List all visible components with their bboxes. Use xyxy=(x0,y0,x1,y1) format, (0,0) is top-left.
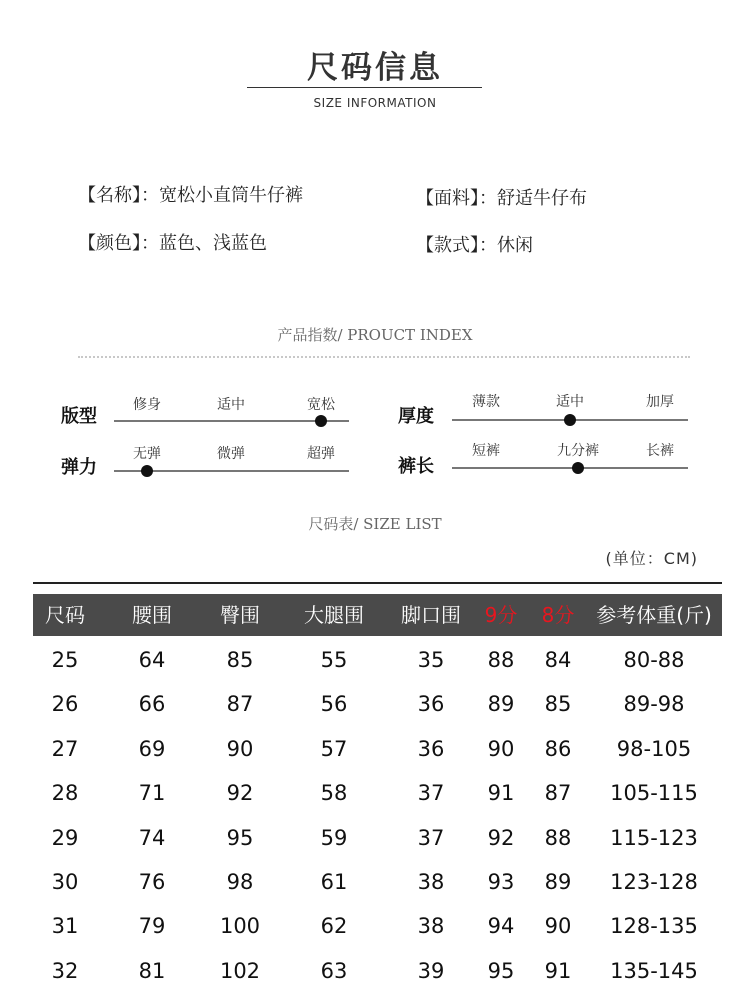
table-header-cell: 9分 xyxy=(484,603,518,627)
table-cell: 90 xyxy=(544,914,572,939)
info-style xyxy=(416,231,533,257)
table-cell: 59 xyxy=(320,825,348,850)
index-option-fit-2: 宽松 xyxy=(307,397,335,413)
table-cell: 100 xyxy=(219,914,261,939)
info-name-label: 【名称】 xyxy=(78,185,141,206)
table-cell: 89 xyxy=(487,692,515,717)
table-cell: 86 xyxy=(544,736,572,761)
table-cell: 89 xyxy=(544,870,572,894)
table-cell: 61 xyxy=(320,870,348,894)
table-cell: 98-105 xyxy=(616,736,692,761)
info-color-label: 【颜色】 xyxy=(78,233,141,254)
index-label-fit: 版型 xyxy=(61,406,97,427)
table-header-cell: 尺码 xyxy=(45,603,85,627)
table-cell: 76 xyxy=(138,870,166,894)
table-cell: 74 xyxy=(138,825,166,850)
table-cell: 92 xyxy=(226,781,254,806)
info-fabric-value: ：舒适牛仔布 xyxy=(479,188,587,209)
index-option-thickness-2: 加厚 xyxy=(646,394,674,410)
index-option-stretch-0: 无弹 xyxy=(133,446,161,462)
table-cell: 89-98 xyxy=(623,692,685,717)
table-cell: 88 xyxy=(487,648,515,672)
title-divider xyxy=(247,87,482,88)
table-cell: 93 xyxy=(487,870,515,894)
table-cell: 91 xyxy=(544,958,572,983)
info-fabric-label: 【面料】 xyxy=(416,188,479,209)
table-cell: 85 xyxy=(226,648,254,672)
index-label-thickness: 厚度 xyxy=(398,406,434,427)
table-cell: 30 xyxy=(51,870,79,894)
table-cell: 95 xyxy=(487,958,515,983)
table-row xyxy=(0,904,750,948)
index-label-length: 裤长 xyxy=(398,456,434,477)
index-option-fit-0: 修身 xyxy=(133,397,161,413)
table-cell: 57 xyxy=(320,736,348,761)
table-header-cell: 8分 xyxy=(541,603,575,627)
index-marker-fit xyxy=(315,415,327,427)
table-header-cell: 腰围 xyxy=(132,603,172,627)
table-header-cell: 大腿围 xyxy=(304,603,364,627)
table-cell: 105-115 xyxy=(610,781,698,806)
table-cell: 115-123 xyxy=(610,825,698,850)
table-cell: 85 xyxy=(544,692,572,717)
index-option-length-1: 九分裤 xyxy=(557,443,599,459)
table-cell: 37 xyxy=(417,781,445,806)
table-row xyxy=(0,682,750,726)
table-cell: 71 xyxy=(138,781,166,806)
table-cell: 81 xyxy=(138,958,166,983)
table-cell: 95 xyxy=(226,825,254,850)
table-cell: 88 xyxy=(544,825,572,850)
product-index-heading: 产品指数/ PROUCT INDEX xyxy=(277,326,473,344)
table-cell: 123-128 xyxy=(610,870,698,894)
info-fabric xyxy=(416,184,587,210)
page-title: 尺码信息 xyxy=(307,50,443,86)
table-cell: 80-88 xyxy=(623,648,685,672)
table-cell: 55 xyxy=(320,648,348,672)
table-cell: 90 xyxy=(226,736,254,761)
table-cell: 56 xyxy=(320,692,348,717)
table-row xyxy=(0,949,750,993)
index-option-stretch-1: 微弹 xyxy=(217,446,245,462)
table-cell: 94 xyxy=(487,914,515,939)
table-top-rule xyxy=(33,582,722,584)
page-subtitle: SIZE INFORMATION xyxy=(313,96,437,110)
table-header-cell: 臀围 xyxy=(220,603,260,627)
unit-label: (单位：CM) xyxy=(605,549,698,568)
table-cell: 38 xyxy=(417,870,445,894)
table-cell: 36 xyxy=(417,736,445,761)
table-cell: 92 xyxy=(487,825,515,850)
info-name-value: ：宽松小直筒牛仔裤 xyxy=(141,185,303,206)
index-option-stretch-2: 超弹 xyxy=(307,446,335,462)
table-cell: 102 xyxy=(219,958,261,983)
table-cell: 29 xyxy=(51,825,79,850)
table-cell: 25 xyxy=(51,648,79,672)
index-option-fit-1: 适中 xyxy=(217,397,245,413)
table-cell: 39 xyxy=(417,958,445,983)
size-list-heading: 尺码表/ SIZE LIST xyxy=(308,515,442,533)
size-table-header xyxy=(33,594,722,636)
table-row xyxy=(0,860,750,904)
table-cell: 64 xyxy=(138,648,166,672)
table-cell: 69 xyxy=(138,736,166,761)
table-header-cell: 脚口围 xyxy=(401,603,461,627)
table-cell: 58 xyxy=(320,781,348,806)
index-option-length-0: 短裤 xyxy=(472,443,500,459)
table-cell: 90 xyxy=(487,736,515,761)
table-cell: 98 xyxy=(226,870,254,894)
table-cell: 38 xyxy=(417,914,445,939)
table-cell: 87 xyxy=(544,781,572,806)
table-cell: 84 xyxy=(544,648,572,672)
table-cell: 28 xyxy=(51,781,79,806)
table-cell: 26 xyxy=(51,692,79,717)
table-cell: 37 xyxy=(417,825,445,850)
index-scale-length xyxy=(452,467,688,469)
table-cell: 32 xyxy=(51,958,79,983)
info-color-value: ：蓝色、浅蓝色 xyxy=(141,233,267,254)
table-cell: 27 xyxy=(51,736,79,761)
table-cell: 36 xyxy=(417,692,445,717)
table-cell: 91 xyxy=(487,781,515,806)
table-row xyxy=(0,638,750,682)
table-row xyxy=(0,771,750,815)
index-label-stretch: 弹力 xyxy=(61,457,97,478)
index-option-length-2: 长裤 xyxy=(646,443,674,459)
index-marker-thickness xyxy=(564,414,576,426)
index-marker-length xyxy=(572,462,584,474)
info-style-value: ：休闲 xyxy=(479,235,533,256)
table-cell: 66 xyxy=(138,692,166,717)
table-cell: 63 xyxy=(320,958,348,983)
table-row xyxy=(0,816,750,860)
table-row xyxy=(0,727,750,771)
table-cell: 128-135 xyxy=(610,914,698,939)
info-style-label: 【款式】 xyxy=(416,235,479,256)
table-cell: 135-145 xyxy=(610,958,698,983)
table-cell: 87 xyxy=(226,692,254,717)
table-cell: 35 xyxy=(417,648,445,672)
index-option-thickness-1: 适中 xyxy=(556,394,584,410)
info-color xyxy=(78,229,267,255)
index-option-thickness-0: 薄款 xyxy=(472,394,500,410)
table-cell: 62 xyxy=(320,914,348,939)
info-name xyxy=(78,181,303,207)
table-cell: 79 xyxy=(138,914,166,939)
table-cell: 31 xyxy=(51,914,79,939)
table-header-cell: 参考体重(斤) xyxy=(596,603,712,627)
section-divider xyxy=(78,356,690,358)
index-marker-stretch xyxy=(141,465,153,477)
index-scale-fit xyxy=(114,420,349,422)
